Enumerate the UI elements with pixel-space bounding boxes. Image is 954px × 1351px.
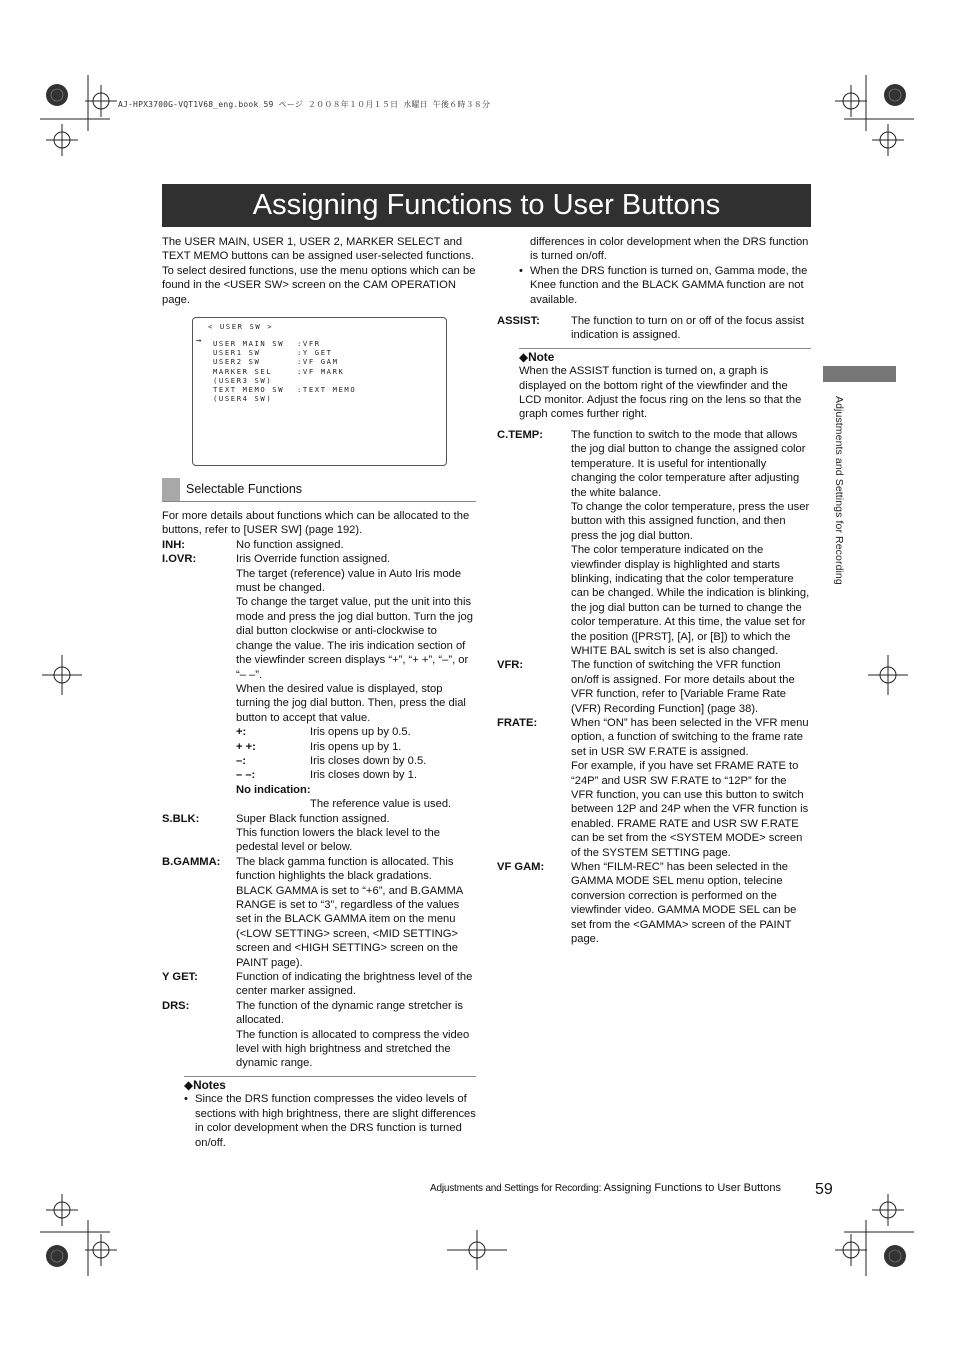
note-heading: ◆Note	[519, 349, 555, 364]
print-header: AJ-HPX3700G-VQT1V68_eng.book 59 ページ ２００８年１０月１５日 水曜日 午後６時３８分	[118, 100, 491, 109]
iris-sub-item: –: Iris closes down by 0.5.	[236, 754, 427, 767]
menu-row: → USER MAIN SW :VFR	[196, 336, 321, 349]
menu-row: (USER3 SW)	[213, 375, 273, 385]
iris-sub-item: + +: Iris opens up by 1.	[236, 740, 402, 753]
section-heading-bar	[162, 478, 180, 501]
menu-row: MARKER SEL :VF MARK	[213, 366, 345, 376]
menu-screen-header: < USER SW >	[208, 322, 274, 332]
intro-paragraph-1: The USER MAIN, USER 1, USER 2, MARKER SELECT and TEXT MEMO buttons can be assigned user-selected functions.	[162, 236, 474, 263]
menu-rows	[196, 336, 357, 404]
notes-heading: ◆Notes	[184, 1077, 226, 1092]
page-footer	[430, 1182, 781, 1194]
def-sblk: S.BLK: Super Black function assigned. This function lowers the black level to the pedestal level or below.	[162, 812, 440, 854]
def-assist: ASSIST: The function to turn on or off of the focus assist indication is assigned.	[497, 315, 804, 342]
def-iovr: I.OVR: Iris Override function assigned. The target (reference) value in Auto Iris mode must be changed. To change the target value, put the unit into this mode and press the jog dial button. Turn the jog dial button clockwise or anti-clockwise to change the value. The iris indication section of the viewfinder screen displays “+”, “+ +”, “–”, or “– –”. When the desired value is displayed, stop turning the jog dial button. Then, press the dial button to accept that value. +: Iris opens up by 0.5. + +: Iris opens up by 1. –: Iris closes down by 0.5. – –: Iris closes down by 1. No indication: The reference value is used.	[162, 552, 476, 811]
iris-sub-item-body: The reference value is used.	[310, 798, 452, 811]
intro-paragraph-2: To select desired functions, use the menu options which can be found in the <USER SW> screen on the CAM OPERATION page.	[162, 264, 476, 306]
def-inh: INH: No function assigned.	[162, 538, 344, 551]
chapter-tab	[823, 366, 896, 382]
section-lead: For more details about functions which can be allocated to the buttons, refer to [USER SW] (page 192).	[162, 510, 470, 537]
notes-item-1-continuation: differences in color development when the DRS function is turned on/off.	[530, 236, 809, 263]
page-title: Assigning Functions to User Buttons	[162, 184, 811, 227]
note-body: When the ASSIST function is turned on, a graph is displayed on the bottom right of the viewfinder and the LCD monitor. Adjust the focus ring on the lens so that the graph comes further right.	[519, 365, 802, 421]
bullet-icon: •	[519, 264, 523, 277]
def-vfgam: VF GAM: When “FILM-REC” has been selected in the GAMMA MODE SEL menu option, telecine conversion correction is performed on the viewfinder video. GAMMA MODE SEL can be set from the <GAMMA> screen of the PAINT page.	[497, 861, 797, 946]
menu-row: (USER4 SW)	[213, 394, 273, 404]
bullet-icon: •	[184, 1093, 188, 1106]
user-sw-menu-screen	[192, 317, 447, 466]
note-box	[519, 348, 811, 422]
notes-box	[184, 1076, 476, 1149]
def-vfr: VFR: The function of switching the VFR function on/off is assigned. For more details about the VFR function, refer to [Variable Frame Rate (VFR) Recording Function] (page 38).	[497, 659, 795, 715]
def-ctemp: C.TEMP: The function to switch to the mode that allows the jog dial button to change the assigned color temperature. It is useful for intentionally changing the color temperature after adjusting the white balance. To change the color temperature, press the user button with this assigned function, and then press the jog dial button. The color temperature indicated on the viewfinder display is highlighted and starts blinking, indicating that the color temperature can be changed. While the indication is blinking, the jog dial button can be turned to change the color temperature. At this time, the value set for the position ([PRST], [A], or [B]) to which the WHITE BAL switch is set is also changed.	[497, 428, 810, 657]
notes-item-continued	[497, 235, 811, 264]
def-drs: DRS: The function of the dynamic range stretcher is allocated. The function is allocated to compress the video level with high brightness and stretched the dynamic range.	[162, 999, 470, 1070]
iris-sub-item-term: No indication:	[236, 783, 311, 796]
cursor-arrow-icon: →	[196, 336, 202, 347]
section-heading: Selectable Functions	[162, 478, 476, 502]
footer-chapter: Adjustments and Settings for Recording:	[430, 1183, 602, 1194]
notes-item: • When the DRS function is turned on, Gamma mode, the Knee function and the BLACK GAMMA function are not available.	[519, 264, 808, 306]
left-column	[162, 235, 476, 1149]
menu-row: TEXT MEMO SW :TEXT MEMO	[213, 385, 357, 395]
footer-title: Assigning Functions to User Buttons	[603, 1182, 781, 1194]
iris-sub-item: +: Iris opens up by 0.5.	[236, 726, 411, 739]
page-number: 59	[815, 1181, 833, 1198]
notes-item: • Since the DRS function compresses the video levels of sections with high brightness, there are slight differences in color development when the DRS function is turned on/off.	[184, 1093, 476, 1149]
def-bgamma: B.GAMMA: The black gamma function is allocated. This function highlights the black gradations. BLACK GAMMA is set to “+6”, and B.GAMMA RANGE is set to “3”, regardless of the values set in the BLACK GAMMA item on the menu (<LOW SETTING> screen, <MID SETTING> screen and <HIGH SETTING> screen on the PAINT page).	[162, 855, 463, 969]
menu-row: USER2 SW :VF GAM	[213, 357, 339, 367]
chapter-side-label: Adjustments and Settings for Recording	[833, 396, 845, 585]
iris-sub-item: – –: Iris closes down by 1.	[236, 769, 417, 782]
def-frate: FRATE: When “ON” has been selected in the VFR menu option, a function of switching to the frame rate set in USR SW F.RATE is assigned. For example, if you have set FRAME RATE to “24P” and USR SW F.RATE to “12P” for the VFR function, you can use this button to switch between 12P and 24P when the VFR function is enabled. FRAME RATE and USR SW F.RATE can be set from the <SYSTEM MODE> screen of the SYSTEM SETTING page.	[497, 717, 809, 859]
def-yget: Y GET: Function of indicating the brightness level of the center marker assigned.	[162, 971, 473, 998]
right-column	[497, 235, 811, 947]
menu-row: USER1 SW :Y GET	[213, 348, 333, 358]
